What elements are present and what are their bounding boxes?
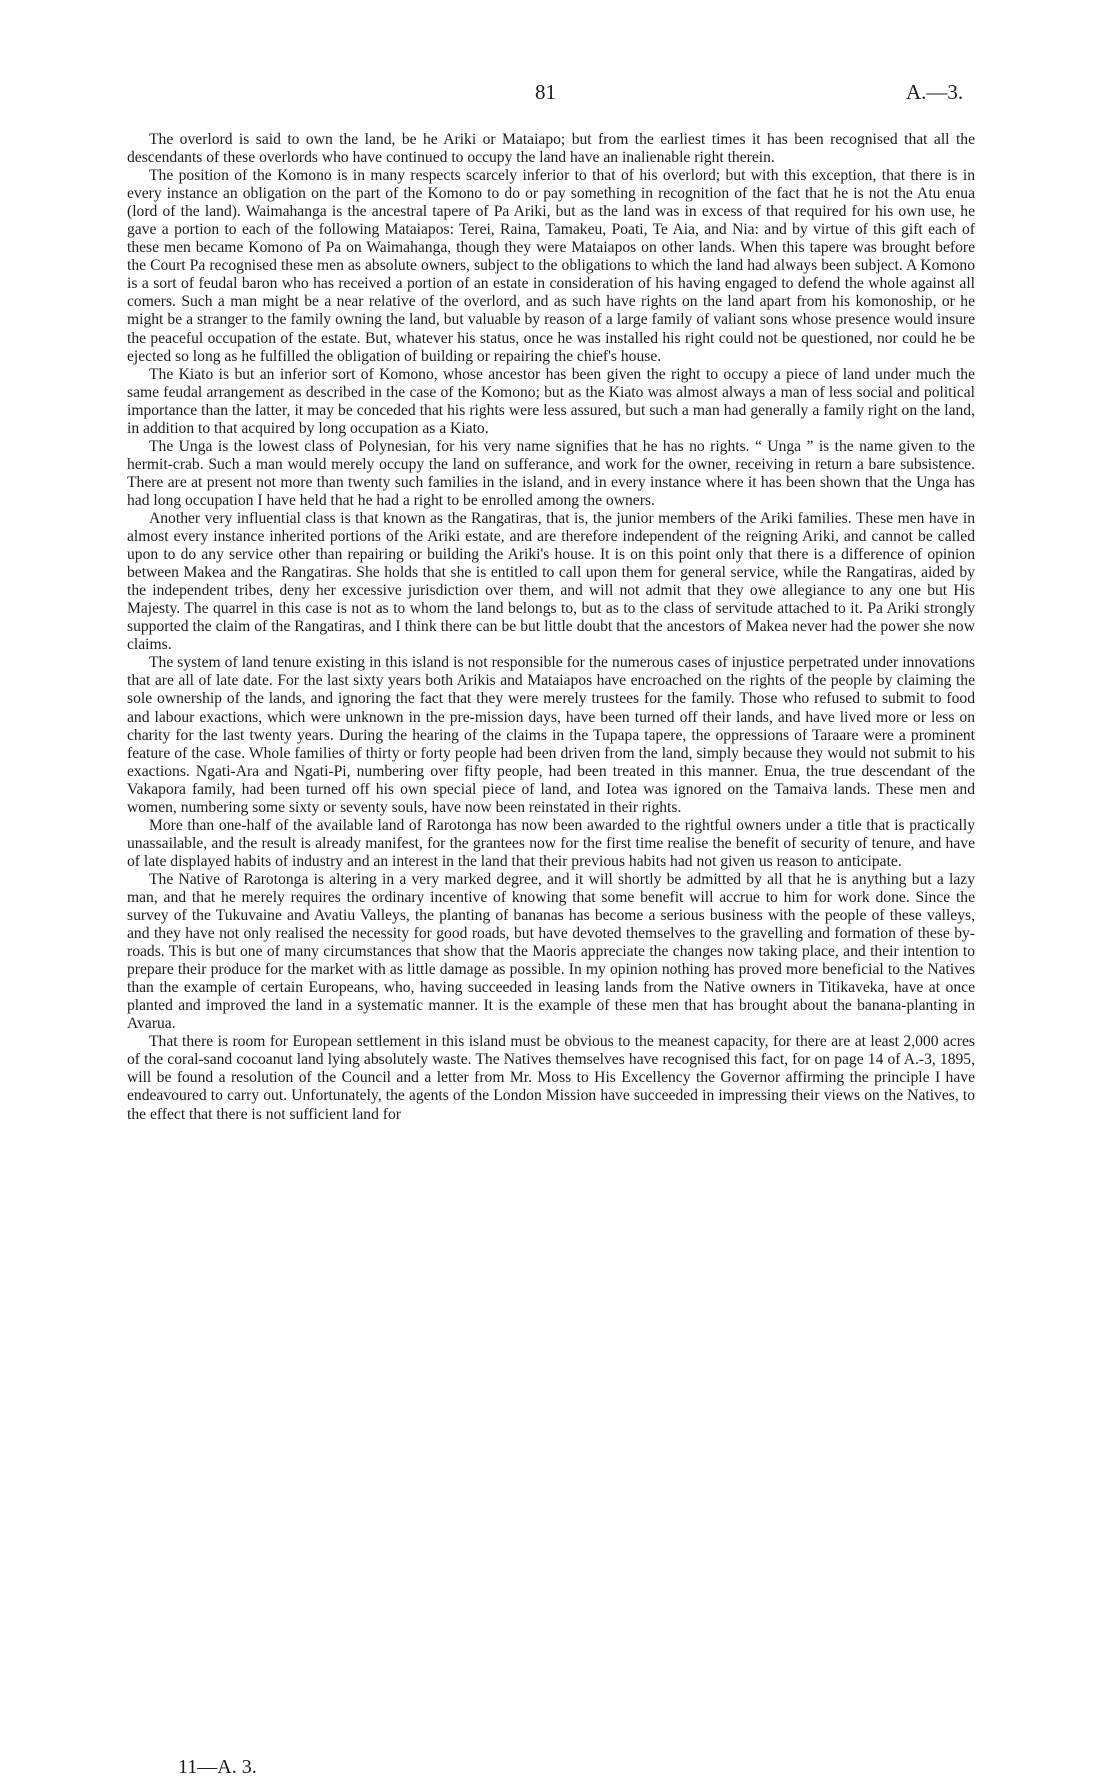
paragraph-unga: The Unga is the lowest class of Polynesian, for his very name signifies that he has no rights. “ Unga ” is the name given to the hermit-crab. Such a man would merely occupy the land on sufferance, and work for the owner, receiving in return a bare subsistence. There are at present not more than twenty such families in the island, and in every instance where it has been shown that the Unga has had long occupation I have held that he had a right to be enrolled among the owners.: [127, 437, 975, 509]
paragraph-native-rarotonga: The Native of Rarotonga is altering in a very marked degree, and it will shortly be admitted by all that he is anything but a lazy man, and that he merely requires the ordinary incentive of knowing that some benefit will accrue to him for work done. Since the survey of the Tukuvaine and Avatiu Valleys, the planting of bananas has become a serious business with the people of these valleys, and they have not only realised the necessity for good roads, but have devoted themselves to the gravelling and formation of these by-roads. This is but one of many circumstances that show that the Maoris appreciate the changes now taking place, and their intention to prepare their produce for the market with as little damage as possible. In my opinion nothing has proved more beneficial to the Natives than the example of certain Europeans, who, having succeeded in leasing lands from the Native owners in Titikaveka, have at once planted and improved the land in a systematic manner. It is the example of these men that has brought about the banana-planting in Avarua.: [127, 870, 975, 1033]
paragraph-awarded-land: More than one-half of the available land of Rarotonga has now been awarded to the rightful owners under a title that is practically unassailable, and the result is already manifest, for the grantees now for the first time realise the benefit of security of tenure, and have of late displayed habits of industry and an interest in the land that their previous habits had not given us reason to anticipate.: [127, 816, 975, 870]
footer-signature: 11—A. 3.: [178, 1756, 257, 1778]
page-number: 81: [535, 80, 556, 104]
paragraph-european-settlement: That there is room for European settlement in this island must be obvious to the meanest capacity, for there are at least 2,000 acres of the coral-sand cocoanut land lying absolutely waste. The Natives themselves have recognised this fact, for on page 14 of A.-3, 1895, will be found a resolution of the Council and a letter from Mr. Moss to His Excellency the Governor affirming the principle I have endeavoured to carry out. Unfortunately, the agents of the London Mission have succeeded in impressing their views on the Natives, to the effect that there is not sufficient land for: [127, 1033, 975, 1123]
paragraph-rangatiras: Another very influential class is that known as the Rangatiras, that is, the junior members of the Ariki families. These men have in almost every instance inherited portions of the Ariki estate, and are therefore independent of the reigning Ariki, and cannot be called upon to do any service other than repairing or building the Ariki's house. It is on this point only that there is a difference of opinion between Makea and the Rangatiras. She holds that she is entitled to call upon them for general service, while the Rangatiras, aided by the independent tribes, deny her excessive jurisdiction over them, and will not admit that they owe allegiance to any one but His Majesty. The quarrel in this case is not as to whom the land belongs to, but as to the class of servitude attached to it. Pa Ariki strongly supported the claim of the Rangatiras, and I think there can be but little doubt that the ancestors of Makea never had the power she now claims.: [127, 509, 975, 654]
paragraph-land-tenure: The system of land tenure existing in this island is not responsible for the numerous cases of injustice perpetrated under innovations that are all of late date. For the last sixty years both Arikis and Mataiapos have encroached on the rights of the people by claiming the sole ownership of the lands, and ignoring the fact that they were merely trustees for the family. Those who refused to submit to food and labour exactions, which were unknown in the pre-mission days, have been turned off their lands, and have lived more or less on charity for the last twenty years. During the hearing of the claims in the Tupapa tapere, the oppressions of Taraare were a prominent feature of the case. Whole families of thirty or forty people had been driven from the land, simply because they would not submit to his exactions. Ngati-Ara and Ngati-Pi, numbering over fifty people, had been treated in this manner. Enua, the true descendant of the Vakapora family, had been turned off his own special piece of land, and Iotea was ignored on the Tamaiva lands. These men and women, numbering some sixty or seventy souls, have now been reinstated in their rights.: [127, 654, 975, 816]
paragraph-overlord: The overlord is said to own the land, be he Ariki or Mataiapo; but from the earliest times it has been recognised that all the descendants of these overlords who have continued to occupy the land have an inalienable right therein.: [127, 131, 975, 167]
body-text: [127, 131, 975, 1124]
paragraph-kiato: The Kiato is but an inferior sort of Komono, whose ancestor has been given the right to occupy a piece of land under much the same feudal arrangement as described in the case of the Komono; but as the Kiato was almost always a man of less social and political importance than the latter, it may be conceded that his rights were less assured, but such a man had generally a family right on the land, in addition to that acquired by long occupation as a Kiato.: [127, 365, 975, 437]
document-reference: A.—3.: [906, 80, 964, 104]
paragraph-komono: The position of the Komono is in many respects scarcely inferior to that of his overlord; but with this exception, that there is in every instance an obligation on the part of the Komono to do or pay something in recognition of the fact that he is not the Atu enua (lord of the land). Waimahanga is the ancestral tapere of Pa Ariki, but as the land was in excess of that required for his own use, he gave a portion to each of the following Mataiapos: Terei, Raina, Tamakeu, Poati, Te Aia, and Nia: and by virtue of this gift each of these men became Komono of Pa on Waimahanga, though they were Mataiapos on other lands. When this tapere was brought before the Court Pa recognised these men as absolute owners, subject to the obligations to which the land had always been subject. A Komono is a sort of feudal baron who has received a portion of an estate in consideration of his having engaged to defend the whole against all comers. Such a man might be a near relative of the overlord, and as such have rights on the land apart from his komonoship, or he might be a stranger to the family owning the land, but valuable by reason of a large family of valiant sons whose presence would insure the peaceful occupation of the estate. But, whatever his status, once he was installed his right could not be questioned, nor could he be ejected so long as he fulfilled the obligation of building or repairing the chief's house.: [127, 167, 975, 365]
